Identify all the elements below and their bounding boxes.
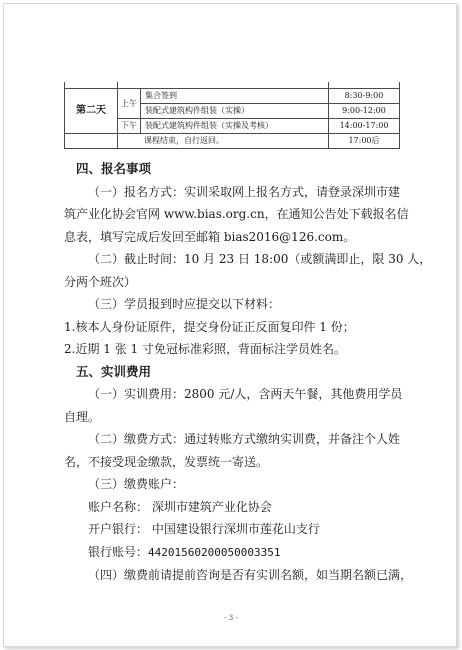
list-item: 1.核本人身份证原件，提交身份证正反面复印件 1 份； [64,319,355,334]
schedule-time: 8:30-9:00 [329,89,400,104]
schedule-half-morning: 上午 [118,89,141,119]
schedule-half-afternoon: 下午 [118,119,141,134]
account-name-line: 账户名称： 深圳市建筑产业化协会 [88,499,272,514]
schedule-time: 9:00-12:00 [329,104,400,119]
account-number-label: 银行账号： [88,544,149,559]
account-number-value: 44201560200050003351 [148,545,281,559]
page-number: - 3 - [224,614,238,622]
paragraph-line: 息表，填写完成后发回至邮箱 bias2016@126.com。 [64,229,356,244]
paragraph-line: （一）实训费用：2800 元/人，含两天午餐，其他费用学员 [88,387,403,401]
bank-line: 开户银行： 中国建设银行深圳市莲花山支行 [88,522,320,536]
paragraph-line: （四）缴费前请提前咨询是否有实训名额，如当期名额已满， [88,568,413,582]
paragraph-line: 名，不接受现金缴款，发票统一寄送。 [64,454,269,469]
schedule-day-label: 第二天 [65,89,118,134]
paragraph-line: 筑产业化协会官网 www.bias.org.cn，在通知公告处下载报名信 [64,207,409,221]
document-body [64,158,432,587]
table-row [65,134,400,149]
table-row [65,89,400,104]
list-item: 2.近期 1 张 1 寸免冠标准彩照，背面标注学员姓名。 [64,342,346,356]
schedule-activity: 装配式建筑构件组装（实操） [141,104,329,119]
schedule-time: 14:00-17:00 [329,119,400,134]
paragraph-line: 自理。 [64,409,101,424]
schedule-activity: 集合签到 [141,89,329,104]
section-heading: 四、报名事项 [76,161,152,176]
paragraph-line: （三）学员报到时应提交以下材料： [88,297,281,311]
schedule-activity: 装配式建筑构件组装（实操及考核） [141,119,329,134]
account-number-line [64,541,402,565]
paragraph-line: （一）报名方式：实训采取网上报名方式，请登录深圳市建 [88,184,401,199]
schedule-closing-activity: 课程结束，自行返回。 [118,134,329,149]
paragraph-line: （二）截止时间：10 月 23 日 18:00（或额满即止，限 30 人， [88,252,432,266]
schedule-closing-time: 17:00后 [329,134,400,149]
paragraph-line: （三）缴费账户： [88,477,185,491]
paragraph-line: （二）缴费方式：通过转账方式缴纳实训费，并备注个人姓 [88,432,401,446]
section-heading: 五、实训费用 [76,363,152,379]
schedule-table [64,82,400,149]
paragraph-line: 分两个班次） [64,274,137,289]
